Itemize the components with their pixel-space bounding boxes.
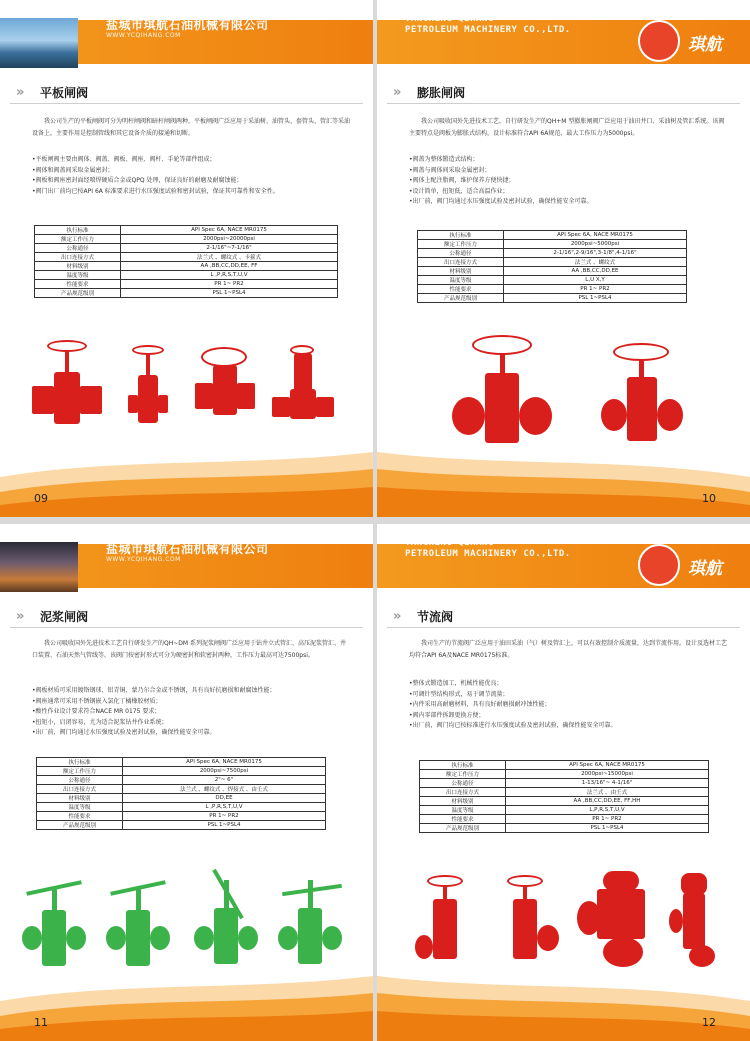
- table-row: [37, 758, 326, 767]
- table-row: [418, 276, 687, 285]
- gate-valve-image: [195, 347, 265, 427]
- spec-value: L ,P,R,S,T,U,V: [123, 803, 326, 812]
- spec-value: PR 1~ PR2: [123, 812, 326, 821]
- feature-list: [409, 155, 727, 208]
- spec-key: 温度等级: [420, 806, 506, 815]
- section-title: 平板闸阀: [40, 86, 89, 100]
- spec-key: 性能要求: [420, 815, 506, 824]
- spec-value: L ,P,R,S,T,U,V: [121, 271, 338, 280]
- spec-key: 温度等级: [418, 276, 504, 285]
- table-row: [35, 262, 338, 271]
- page-number: 12: [702, 1016, 716, 1029]
- feature-item: •阀板和阀座密封面经喷焊硬质合金或QPQ 处理，保证良好的耐磨及耐腐蚀能；: [32, 177, 243, 184]
- feature-item: •出厂前，阀门均通过水压强度试验及密封试验，确保性能安全可靠。: [32, 729, 216, 736]
- company-name-en-line1: YANCHENG QIHANG: [405, 14, 494, 24]
- expanding-gate-valve-image: [447, 335, 557, 455]
- intro-paragraph: 我公司吸收国外先进技术工艺，自行研发生产的QH+M 型膨胀闸阀广泛应用于油田井口、采油树及管汇系统。该阀主要特点是阀板为膨胀式结构，设计标准符合API 6A规范，最大工作压力为5000psi。: [409, 118, 725, 137]
- spec-value: 2-1/16"~7-1/16": [121, 244, 338, 253]
- spec-key: 产品规范级别: [35, 289, 121, 298]
- gate-valve-image: [128, 345, 178, 430]
- spec-key: 性能要求: [37, 812, 123, 821]
- spec-key: 温度等级: [37, 803, 123, 812]
- section-title-bar: [387, 82, 740, 104]
- table-row: [37, 767, 326, 776]
- mud-gate-valve-image: [190, 876, 270, 976]
- gate-valve-image: [272, 345, 352, 430]
- section-title-bar: [10, 82, 363, 104]
- feature-list: [409, 679, 727, 732]
- section-title: 泥浆闸阀: [40, 610, 89, 624]
- table-row: [418, 267, 687, 276]
- feature-item: •阀内零部件拆卸更换方便；: [409, 711, 485, 719]
- feature-item: •阀盖为整体锻造式结构；: [409, 156, 479, 163]
- product-image-row: [387, 335, 740, 455]
- mud-gate-valve-image: [272, 876, 352, 976]
- company-logo: [630, 18, 750, 66]
- table-row: [37, 785, 326, 794]
- catalog-page-11: [0, 524, 373, 1041]
- table-row: [418, 294, 687, 303]
- spec-table: [34, 225, 338, 298]
- chevron-icon: »: [393, 85, 399, 100]
- spec-value: PSL 1~PSL4: [123, 821, 326, 830]
- feature-item: •出厂前，阀门均已按标准进行水压强度试验及密封试验，确保性能安全可靠。: [409, 722, 617, 729]
- spec-value: PSL 1~PSL4: [121, 289, 338, 298]
- feature-item: •阀盖与阀体间采取金属密封；: [409, 166, 491, 174]
- spec-key: 出口连接方式: [420, 788, 506, 797]
- spec-key: 公称通径: [418, 249, 504, 258]
- spec-key: 额定工作压力: [35, 235, 121, 244]
- company-logo: [630, 542, 750, 590]
- chevron-icon: »: [16, 85, 22, 100]
- table-row: [420, 797, 709, 806]
- spec-key: 产品规范级别: [418, 294, 504, 303]
- spec-key: 材料级别: [35, 262, 121, 271]
- spec-value: 法兰式 、由壬式: [506, 788, 709, 797]
- spec-key: 材料级别: [37, 794, 123, 803]
- intro-paragraph: 我公司生产的平板闸阀可分为明杆闸阀和暗杆闸阀两种，平板闸阀广泛应用于采油树、油管头、套管头、管汇等采油设备上，主要作用是控制管线和其它设备介质的接通和切断。: [32, 118, 351, 137]
- orange-swoosh-decoration: [377, 971, 750, 1041]
- table-row: [37, 794, 326, 803]
- spec-key: 执行标准: [37, 758, 123, 767]
- spec-key: 出口连接方式: [35, 253, 121, 262]
- section-title-bar: [387, 606, 740, 628]
- table-row: [35, 280, 338, 289]
- spec-key: 性能要求: [35, 280, 121, 289]
- spec-value: API Spec 6A, NACE MR0175: [506, 761, 709, 770]
- spec-key: 额定工作压力: [418, 240, 504, 249]
- choke-valve-image: [415, 875, 485, 975]
- company-name-en: [405, 538, 571, 560]
- spec-value: 2-1/16",2-9/16",3-1/8",4-1/16": [504, 249, 687, 258]
- table-row: [35, 244, 338, 253]
- spec-key: 公称通径: [37, 776, 123, 785]
- spec-value: 法兰式 、螺纹式 、焊接式 、由壬式: [123, 785, 326, 794]
- logo-emblem-icon: [638, 544, 680, 586]
- catalog-page-12: [377, 524, 750, 1041]
- spec-value: 2000psi~7500psi: [123, 767, 326, 776]
- intro-paragraph: 我公司吸收国外先进技术工艺自行研发生产的QH~DM 系列泥浆闸阀广泛应用于钻井立式管汇、高压泥浆管汇、井口装置、石油天然气管线等。该阀门按密封形式可分为硬密封和软密封两种，工作压力最高可达7500psi。: [32, 640, 346, 659]
- table-row: [35, 226, 338, 235]
- spec-value: PR 1~ PR2: [506, 815, 709, 824]
- company-name-cn: 盐城市琪航石油机械有限公司: [106, 542, 269, 556]
- spec-value: DD,EE: [123, 794, 326, 803]
- choke-valve-image: [495, 875, 565, 975]
- feature-item: •阀门出厂前均已按API 6A 标准要求进行水压强度试验和密封试验，保证其可靠性和安全性。: [32, 187, 279, 195]
- spec-key: 执行标准: [418, 231, 504, 240]
- spec-key: 材料级别: [418, 267, 504, 276]
- table-row: [420, 788, 709, 797]
- table-row: [37, 812, 326, 821]
- spec-table: [417, 230, 687, 303]
- orange-swoosh-decoration: [0, 971, 373, 1041]
- company-name-en-line2: PETROLEUM MACHINERY CO.,LTD.: [405, 25, 571, 35]
- spec-key: 产品规范级别: [37, 821, 123, 830]
- spec-value: L,P,R,S,T,U,V: [506, 806, 709, 815]
- orange-swoosh-decoration: [0, 447, 373, 517]
- table-row: [418, 240, 687, 249]
- spec-value: API Spec 6A, NACE MR0175: [121, 226, 338, 235]
- feature-item: •酸性作业设计要求符合NACE MR 0175 要求；: [32, 708, 161, 715]
- page-number: 11: [34, 1016, 48, 1029]
- spec-key: 出口连接方式: [37, 785, 123, 794]
- table-row: [418, 285, 687, 294]
- spec-key: 出口连接方式: [418, 258, 504, 267]
- feature-item: •整体式锻造加工，机械性能优良；: [409, 680, 503, 687]
- spec-value: 2"~ 6": [123, 776, 326, 785]
- mud-gate-valve-image: [18, 880, 98, 975]
- spec-value: AA ,BB,CC,DD,EE: [504, 267, 687, 276]
- feature-list: [32, 155, 350, 197]
- page-number: 09: [34, 492, 48, 505]
- page-number: 10: [702, 492, 716, 505]
- spec-table: [36, 757, 326, 830]
- catalog-page-10: [377, 0, 750, 517]
- header-photo-pump-jack: [0, 542, 78, 592]
- section-title: 膨胀闸阀: [417, 86, 466, 100]
- table-row: [420, 806, 709, 815]
- feature-item: •阀体上配注脂阀，维护保养方便快捷；: [409, 177, 515, 184]
- spec-key: 执行标准: [420, 761, 506, 770]
- spec-value: API Spec 6A, NACE MR0175: [123, 758, 326, 767]
- table-row: [37, 803, 326, 812]
- spec-value: API Spec 6A, NACE MR0175: [504, 231, 687, 240]
- section-title-bar: [10, 606, 363, 628]
- table-row: [35, 253, 338, 262]
- spec-value: AA ,BB,CC,DD,EE, FF,HH: [506, 797, 709, 806]
- spec-value: PR 1~ PR2: [121, 280, 338, 289]
- table-row: [418, 249, 687, 258]
- chevron-icon: »: [393, 609, 399, 624]
- company-url: WWW.YCQIHANG.COM: [106, 556, 181, 563]
- feature-item: •阀板材质可采用镀铬钢球、铝青铜、蒙乃尔合金或不锈钢，具有良好抗磨损和耐腐蚀性能；: [32, 687, 276, 694]
- table-row: [420, 779, 709, 788]
- table-row: [35, 235, 338, 244]
- company-name-en-line1: YANCHENG QIHANG: [405, 538, 494, 548]
- spec-value: 2000psi~5000psi: [504, 240, 687, 249]
- logo-text: 琪航: [688, 35, 722, 55]
- spec-key: 温度等级: [35, 271, 121, 280]
- table-row: [418, 231, 687, 240]
- intro-paragraph: 我司生产的节流阀广泛应用于油田采油（气）树及管汇上，可以有效控制介质流量，达到节流作用。设计及选材工艺均符合API 6A及NACE MR0175标准。: [409, 640, 728, 659]
- spec-key: 公称通径: [35, 244, 121, 253]
- company-name-en: [405, 14, 571, 36]
- section-title: 节流阀: [417, 610, 454, 624]
- mud-gate-valve-image: [102, 880, 182, 975]
- choke-valve-image: [575, 871, 665, 981]
- catalog-page-09: [0, 0, 373, 517]
- table-row: [35, 289, 338, 298]
- product-image-row: [10, 335, 363, 455]
- table-row: [418, 258, 687, 267]
- spec-key: 额定工作压力: [37, 767, 123, 776]
- table-row: [37, 776, 326, 785]
- spec-table: [419, 760, 709, 833]
- spec-value: 1-13/16"~ 4-1/16": [506, 779, 709, 788]
- spec-key: 公称通径: [420, 779, 506, 788]
- spec-value: 法兰式 、螺纹式 、卡箍式: [121, 253, 338, 262]
- company-name-en-line2: PETROLEUM MACHINERY CO.,LTD.: [405, 549, 571, 559]
- spec-value: PR 1~ PR2: [504, 285, 687, 294]
- gate-valve-image: [32, 340, 112, 430]
- spec-value: AA ,BB,CC,DD,EE, FF: [121, 262, 338, 271]
- spec-key: 性能要求: [418, 285, 504, 294]
- company-name-cn: 盐城市琪航石油机械有限公司: [106, 18, 269, 32]
- feature-item: •出厂前，阀门均通过水压强度试验及密封试验，确保性能安全可靠。: [409, 198, 593, 205]
- table-row: [420, 815, 709, 824]
- spec-key: 额定工作压力: [420, 770, 506, 779]
- spec-value: PSL 1~PSL4: [504, 294, 687, 303]
- company-url: WWW.YCQIHANG.COM: [106, 32, 181, 39]
- expanding-gate-valve-image: [597, 343, 687, 453]
- feature-item: •设计简单，扭矩低，适合高温作业；: [409, 187, 509, 195]
- table-row: [37, 821, 326, 830]
- orange-swoosh-decoration: [377, 447, 750, 517]
- header-photo-offshore-rig: [0, 18, 78, 68]
- table-row: [420, 824, 709, 833]
- spec-key: 材料级别: [420, 797, 506, 806]
- logo-text: 琪航: [688, 559, 722, 579]
- feature-item: •阀体和阀盖间采取金属密封；: [32, 166, 114, 174]
- spec-value: 2000psi~20000psi: [121, 235, 338, 244]
- feature-item: •扭矩小，启闭容易，尤为适合泥浆钻井作业系统；: [32, 718, 168, 726]
- table-row: [35, 271, 338, 280]
- chevron-icon: »: [16, 609, 22, 624]
- feature-item: •平板闸阀主要由阀体、阀盖、阀板、阀座、阀杆、手轮等部件组成；: [32, 156, 216, 163]
- feature-item: •可调针型结构形式，易于调节流量；: [409, 690, 509, 698]
- logo-emblem-icon: [638, 20, 680, 62]
- feature-list: [32, 686, 350, 739]
- choke-valve-image: [669, 873, 729, 977]
- spec-key: 产品规范级别: [420, 824, 506, 833]
- feature-item: •内件采用高耐磨材料，具有良好耐磨损耐冲蚀性能；: [409, 701, 551, 708]
- spec-value: L,U X,Y: [504, 276, 687, 285]
- spec-value: PSL 1~PSL4: [506, 824, 709, 833]
- spec-key: 执行标准: [35, 226, 121, 235]
- feature-item: •阀座通常可采用不锈钢嵌入氯化丁橘橡胶材质；: [32, 697, 162, 705]
- table-row: [420, 770, 709, 779]
- table-row: [420, 761, 709, 770]
- spec-value: 法兰式 、螺纹式: [504, 258, 687, 267]
- spec-value: 2000psi~15000psi: [506, 770, 709, 779]
